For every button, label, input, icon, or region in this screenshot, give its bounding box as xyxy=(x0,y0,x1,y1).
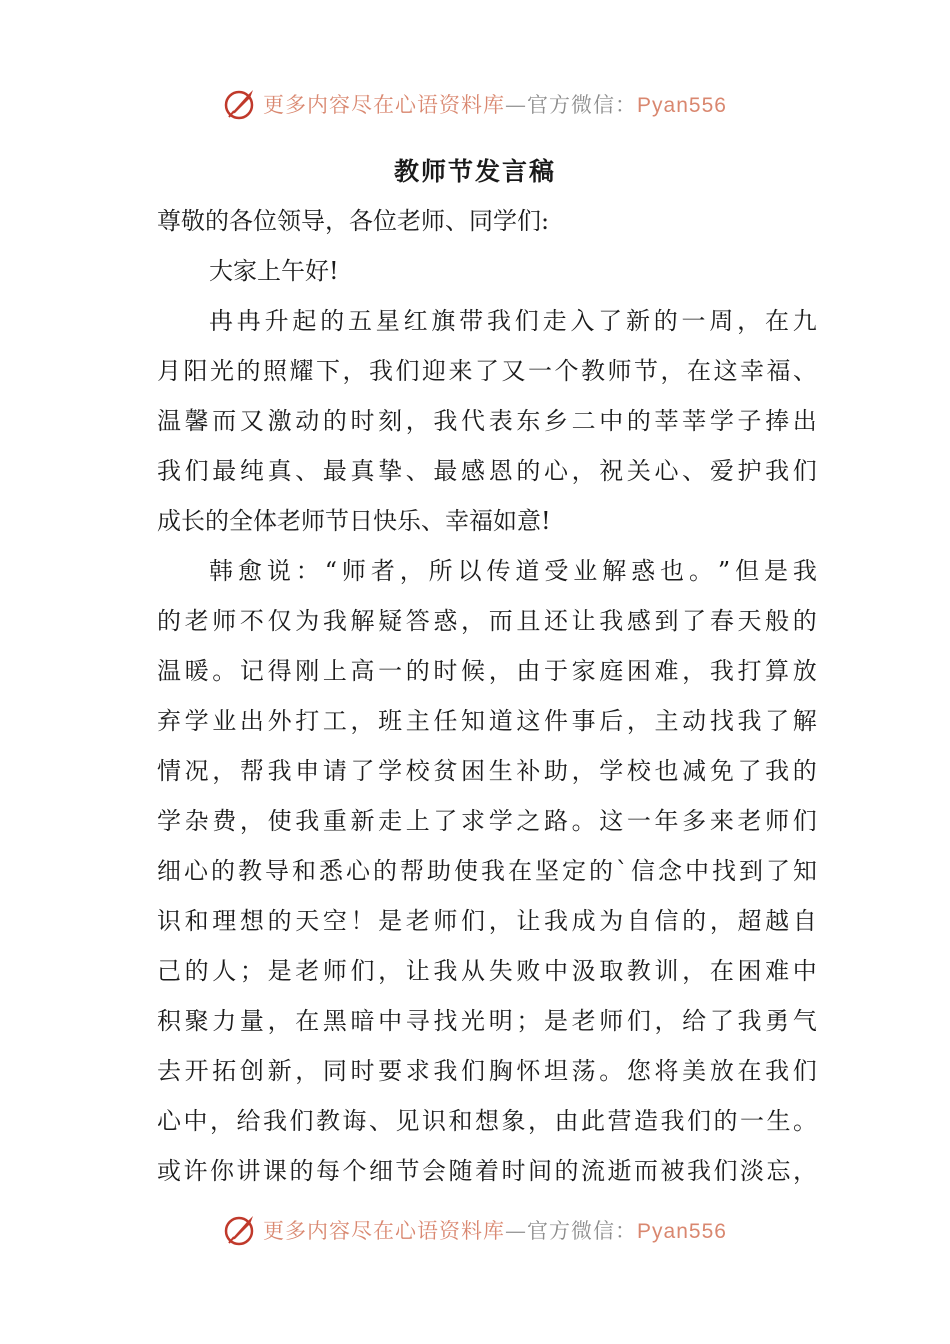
text-line: 己 的 人 ； 是 老 师 们 ， 让 我 从 失 败 中 汲 取 教 训 ， 在 困 难 中 xyxy=(157,957,817,985)
text-line: 大家上午好! xyxy=(209,257,339,285)
paragraph-line xyxy=(157,746,817,796)
document-title: 教师节发言稿 xyxy=(393,157,556,186)
banner-main-text: 更多内容尽在心语资料库 xyxy=(263,1219,506,1243)
text-line: 识 和 理 想 的 天 空 ！ 是 老 师 们 ， 让 我 成 为 自 信 的 ， 超 越 自 xyxy=(157,907,817,935)
text-line: 或 许 你 讲 课 的 每 个 细 节 会 随 着 时 间 的 流 逝 而 被 我 们 淡 忘 ， xyxy=(157,1157,817,1185)
text-line: 月 阳 光 的 照 耀 下 ， 我 们 迎 来 了 又 一 个 教 师 节 ， 在 这 幸 福 、 xyxy=(157,357,817,385)
banner-wechat-id: Pyan556 xyxy=(637,94,727,117)
salutation-line xyxy=(157,196,817,246)
banner-wechat-label: 官方微信： xyxy=(527,93,638,117)
header-watermark-banner xyxy=(0,84,950,124)
banner-separator: — xyxy=(505,1219,528,1243)
banner-wechat-id: Pyan556 xyxy=(637,1220,727,1243)
text-line: 成长的全体老师节日快乐、幸福如意! xyxy=(157,507,551,535)
text-line: 积 聚 力 量 ， 在 黑 暗 中 寻 找 光 明 ； 是 老 师 们 ， 给 了 我 勇 气 xyxy=(157,1007,817,1035)
greeting-line xyxy=(157,246,817,296)
text-line: 尊敬的各位领导，各位老师、同学们: xyxy=(157,207,550,235)
paragraph-line xyxy=(157,696,817,746)
paragraph-line xyxy=(157,946,817,996)
text-line: 心 中 ， 给 我 们 教 诲 、 见 识 和 想 象 ， 由 此 营 造 我 们 的 一 生 。 xyxy=(157,1107,817,1135)
text-line: 温 馨 而 又 激 动 的 时 刻 ， 我 代 表 东 乡 二 中 的 莘 莘 学 子 捧 出 xyxy=(157,407,817,435)
banner-wechat-label: 官方微信： xyxy=(527,1219,638,1243)
paragraph-line xyxy=(157,646,817,696)
paragraph-line xyxy=(157,346,817,396)
paragraph-line xyxy=(157,546,817,596)
text-line: 韩 愈 说 ： “ 师 者 ， 所 以 传 道 受 业 解 惑 也 。 ” 但 是 我 xyxy=(209,557,817,585)
footer-watermark-banner xyxy=(0,1210,950,1250)
paragraph-line xyxy=(157,1146,817,1196)
paragraph-line xyxy=(157,496,817,546)
paragraph-line xyxy=(157,896,817,946)
text-line: 温 暖 。 记 得 刚 上 高 一 的 时 候 ， 由 于 家 庭 困 难 ， 我 打 算 放 xyxy=(157,657,817,685)
text-line: 学 杂 费 ， 使 我 重 新 走 上 了 求 学 之 路 。 这 一 年 多 来 老 师 们 xyxy=(157,807,817,835)
paragraph-line xyxy=(157,596,817,646)
text-line: 弃 学 业 出 外 打 工 ， 班 主 任 知 道 这 件 事 后 ， 主 动 找 我 了 解 xyxy=(157,707,817,735)
quill-logo-icon xyxy=(223,1212,259,1248)
paragraph-line xyxy=(157,1046,817,1096)
text-line: 我 们 最 纯 真 、 最 真 挚 、 最 感 恩 的 心 ， 祝 关 心 、 爱 护 我 们 xyxy=(157,457,817,485)
paragraph-line xyxy=(157,796,817,846)
text-line: 去 开 拓 创 新 ， 同 时 要 求 我 们 胸 怀 坦 荡 。 您 将 美 放 在 我 们 xyxy=(157,1057,817,1085)
paragraph-line xyxy=(157,1096,817,1146)
paragraph-line xyxy=(157,846,817,896)
text-line: 冉 冉 升 起 的 五 星 红 旗 带 我 们 走 入 了 新 的 一 周 ， 在 九 xyxy=(209,307,817,335)
document-body xyxy=(157,196,817,1196)
paragraph-line xyxy=(157,296,817,346)
paragraph-line xyxy=(157,396,817,446)
paragraph-line xyxy=(157,996,817,1046)
paragraph-line xyxy=(157,446,817,496)
banner-separator: — xyxy=(505,93,528,117)
text-line: 的 老 师 不 仅 为 我 解 疑 答 惑 ， 而 且 还 让 我 感 到 了 春 天 般 的 xyxy=(157,607,817,635)
text-line: 情 况 ， 帮 我 申 请 了 学 校 贫 困 生 补 助 ， 学 校 也 减 免 了 我 的 xyxy=(157,757,817,785)
banner-main-text: 更多内容尽在心语资料库 xyxy=(263,93,506,117)
text-line: 细 心 的 教 导 和 悉 心 的 帮 助 使 我 在 坚 定 的 ` 信 念 中 找 到 了 知 xyxy=(157,857,817,885)
quill-logo-icon xyxy=(223,86,259,122)
